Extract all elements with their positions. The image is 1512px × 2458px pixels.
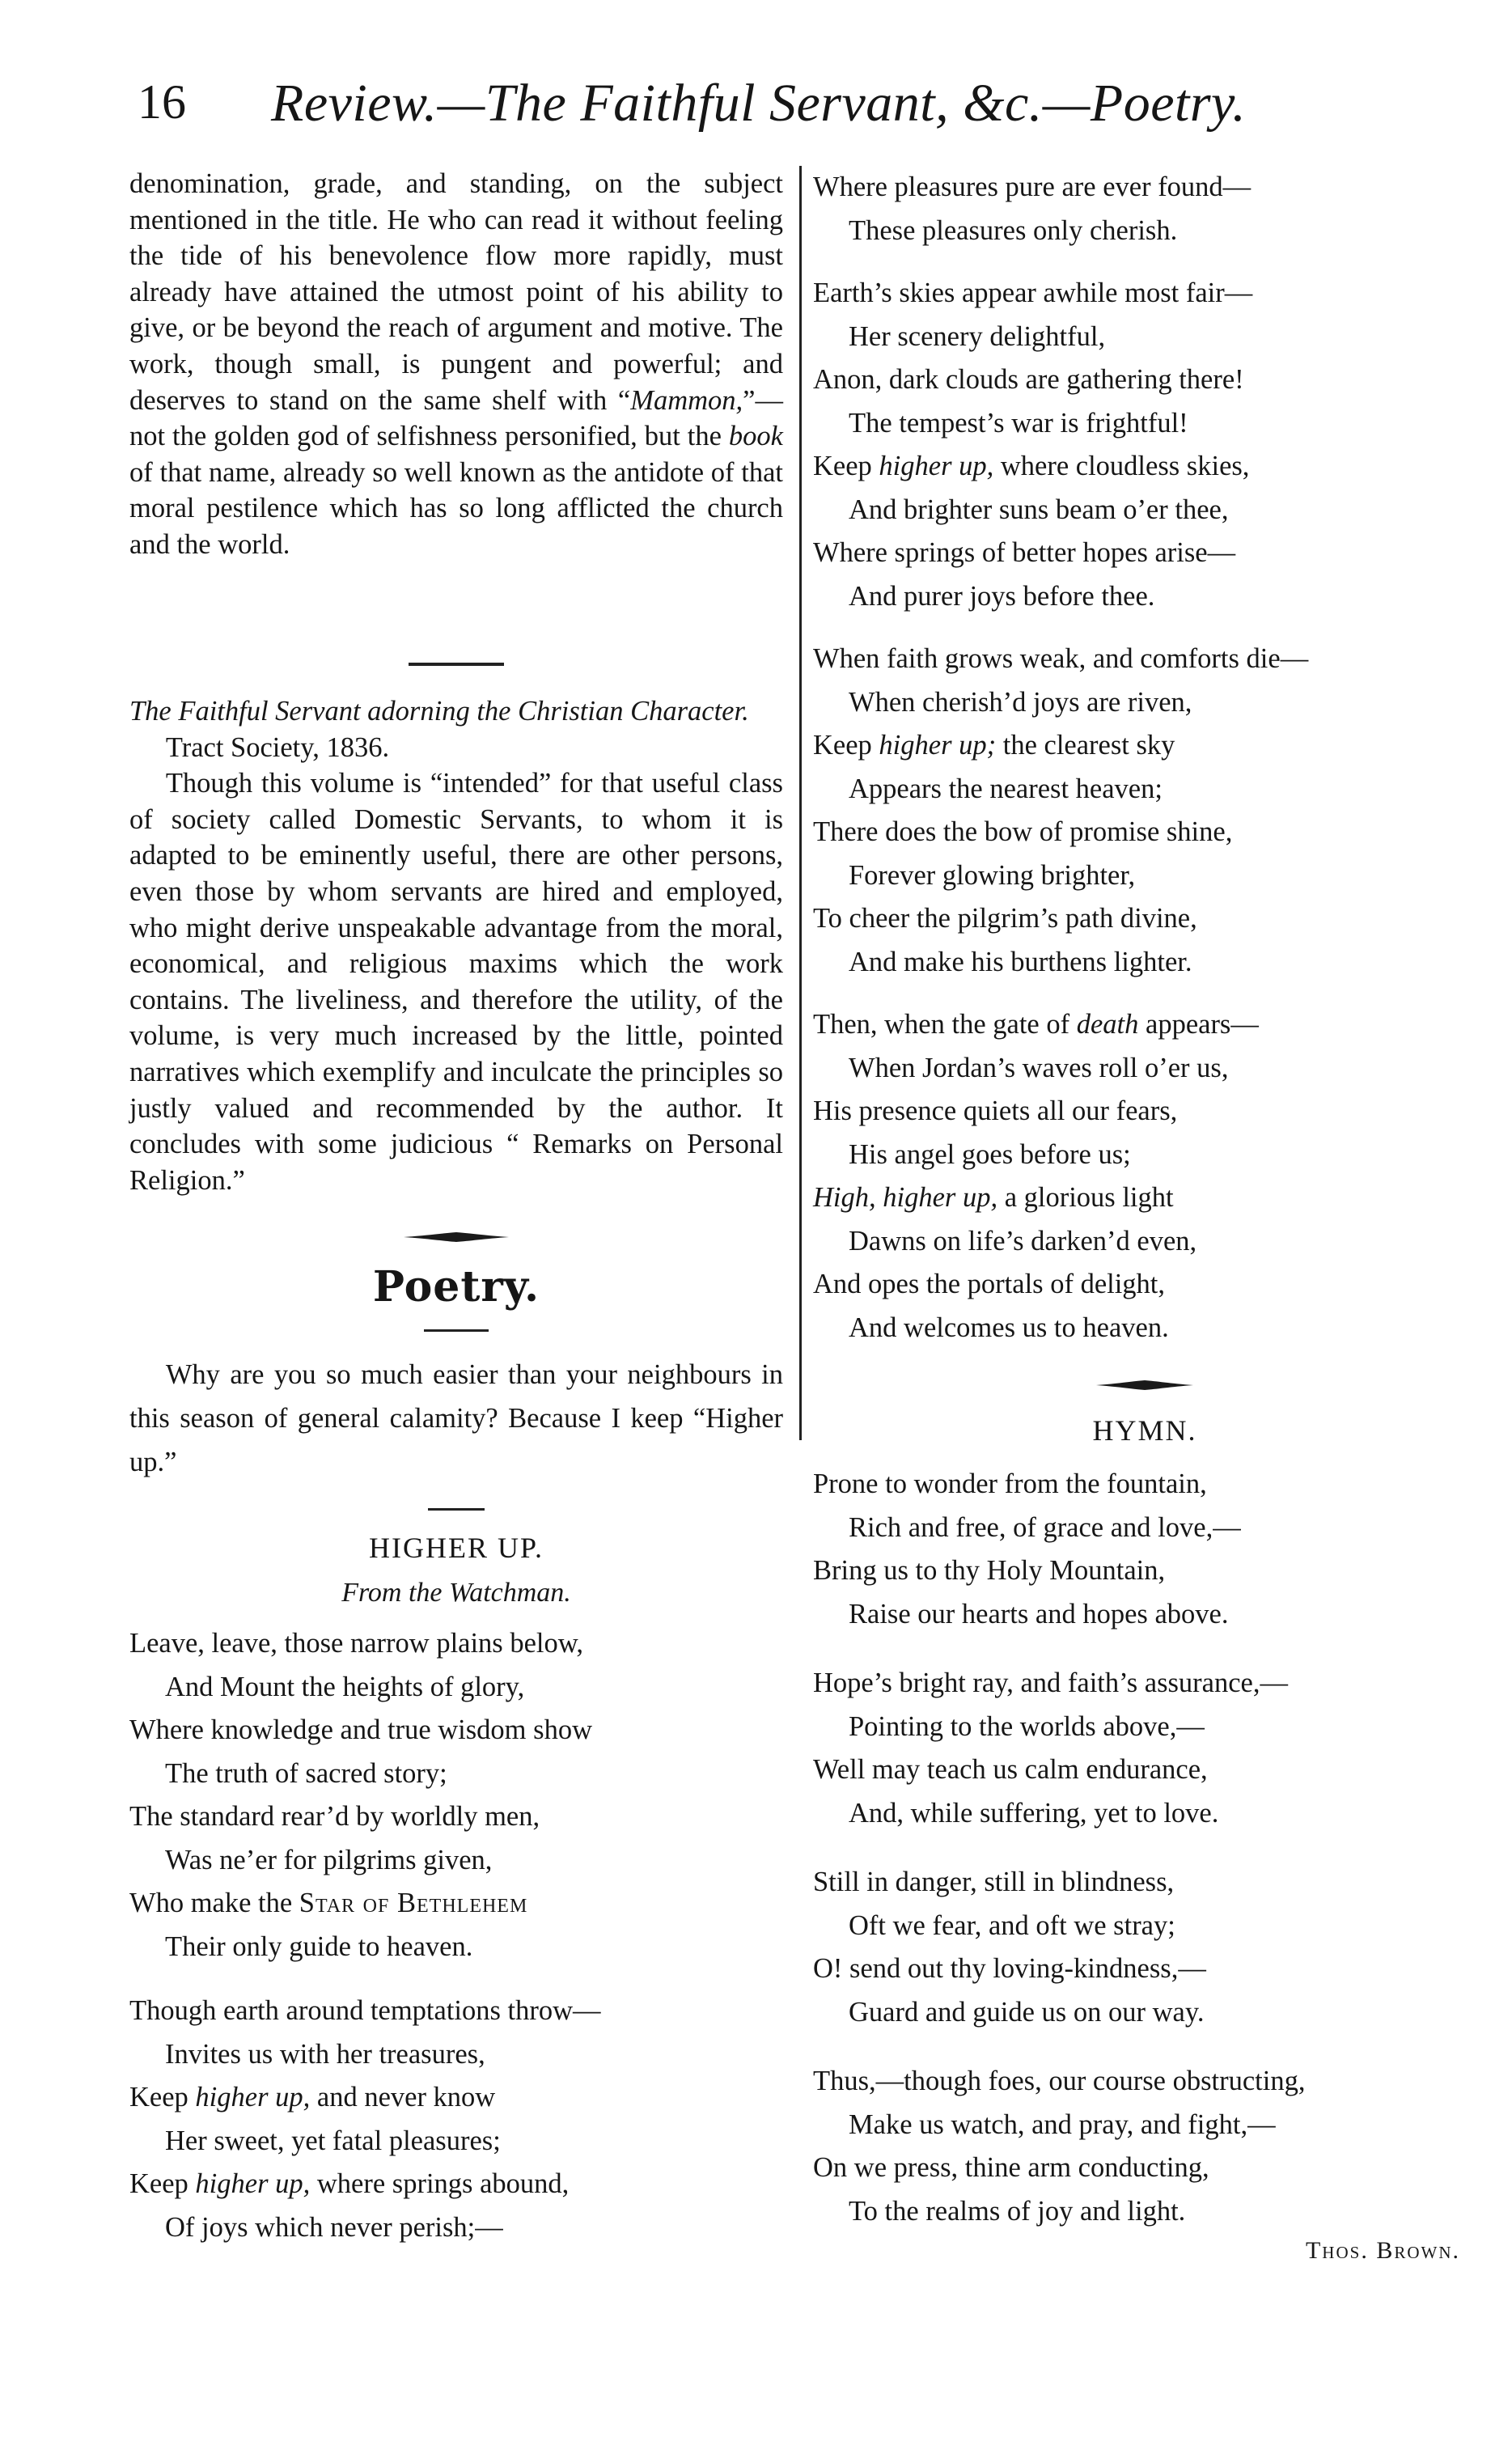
stanza bbox=[813, 1003, 1476, 1350]
verse-line: And brighter suns beam o’er thee, bbox=[849, 494, 1229, 525]
verse-line: And purer joys before thee. bbox=[849, 580, 1155, 612]
left-column bbox=[129, 166, 783, 2249]
verse-line: Was ne’er for pilgrims given, bbox=[165, 1844, 493, 1875]
stanza bbox=[129, 1622, 783, 1969]
page-number: 16 bbox=[138, 75, 186, 129]
verse-line: On we press, thine arm conducting, bbox=[813, 2152, 1209, 2183]
verse-line: Her sweet, yet fatal pleasures; bbox=[165, 2125, 501, 2156]
verse-line: And, while suffering, yet to love. bbox=[849, 1797, 1219, 1829]
verse-line: Rich and free, of grace and love,— bbox=[849, 1511, 1241, 1543]
stanza bbox=[813, 638, 1476, 984]
verse-line: And Mount the heights of glory, bbox=[165, 1671, 525, 1702]
verse-line: His angel goes before us; bbox=[849, 1138, 1131, 1170]
verse-line: Keep higher up, where springs abound, bbox=[129, 2168, 570, 2200]
stanza bbox=[813, 272, 1476, 618]
verse-line: Where knowledge and true wisdom show bbox=[129, 1714, 592, 1746]
verse-line: Invites us with her treasures, bbox=[165, 2038, 485, 2070]
verse-line: When faith grows weak, and comforts die— bbox=[813, 643, 1309, 674]
dialogue-text: Why are you so much easier than your neighbours in this season of general calamity? Because I keep “Higher up.” bbox=[129, 1359, 783, 1478]
verse-line: And opes the portals of delight, bbox=[813, 1269, 1166, 1299]
verse-line: His presence quiets all our fears, bbox=[813, 1096, 1178, 1126]
poetry-heading: Poetry. bbox=[372, 1262, 540, 1312]
right-column bbox=[813, 166, 1476, 2269]
verse-line: Keep higher up, and never know bbox=[129, 2082, 496, 2113]
verse-line: Keep higher up; the clearest sky bbox=[813, 730, 1175, 761]
verse-line: Raise our hearts and hopes above. bbox=[849, 1598, 1229, 1629]
verse-line: Hope’s bright ray, and faith’s assurance,— bbox=[813, 1668, 1288, 1698]
verse-line: To the realms of joy and light. bbox=[849, 2195, 1186, 2227]
verse-line: The tempest’s war is frightful! bbox=[849, 407, 1188, 439]
poem-title: HIGHER UP. bbox=[368, 1532, 544, 1565]
verse-line: Oft we fear, and oft we stray; bbox=[849, 1909, 1175, 1941]
verse-line: And welcomes us to heaven. bbox=[849, 1312, 1169, 1343]
stanza bbox=[813, 1861, 1476, 2034]
verse-line: The standard rear’d by worldly men, bbox=[129, 1801, 540, 1833]
stanza bbox=[129, 1990, 783, 2249]
verse-line: Thus,—though foes, our course obstructing, bbox=[813, 2066, 1306, 2096]
review-title: The Faithful Servant adorning the Christian Character. Tract Society, 1836. bbox=[129, 696, 749, 763]
review-body: Though this volume is “intended” for that useful class of society called Domestic Servants, to whom it is adapted to be eminently useful, there are other persons, even those by whom servants are hired and employed, who might derive unspeakable advantage from the moral, economical, and religious maxims which the work contains. The liveliness, and therefore the utility, of the volume, is very much increased by the little, pointed narratives which exemplify and inculcate the principles so justly valued and recommended by the author. It concludes with some judicious “ Remarks on Personal Religion.” bbox=[129, 768, 783, 1196]
running-head: Review.—The Faithful Servant, &c.—Poetry. bbox=[271, 74, 1247, 133]
verse-line: Where pleasures pure are ever found— bbox=[813, 172, 1252, 202]
verse-line: Earth’s skies appear awhile most fair— bbox=[813, 278, 1253, 308]
verse-line: O! send out thy loving-kindness,— bbox=[813, 1953, 1206, 1984]
stanza bbox=[813, 1662, 1476, 1835]
verse-line: Anon, dark clouds are gathering there! bbox=[813, 364, 1244, 395]
verse-line: Though earth around temptations throw— bbox=[129, 1995, 601, 2027]
verse-line: Where springs of better hopes arise— bbox=[813, 537, 1236, 568]
stanza bbox=[813, 166, 1476, 252]
verse-line: Dawns on life’s darken’d even, bbox=[849, 1225, 1197, 1257]
stanza bbox=[813, 2060, 1476, 2233]
verse-line: When Jordan’s waves roll o’er us, bbox=[849, 1052, 1229, 1083]
verse-line: Keep higher up, where cloudless skies, bbox=[813, 451, 1250, 481]
verse-line: Guard and guide us on our way. bbox=[849, 1996, 1205, 2028]
verse-line: And make his burthens lighter. bbox=[849, 946, 1192, 977]
verse-line: Who make the Star of Bethlehem bbox=[129, 1888, 528, 1919]
verse-line: Appears the nearest heaven; bbox=[849, 773, 1163, 804]
column-divider bbox=[799, 166, 802, 1440]
page-header bbox=[121, 57, 1416, 146]
signature: Thos. Brown. bbox=[1305, 2237, 1460, 2264]
ornament-dash-icon bbox=[404, 1231, 509, 1244]
verse-line: Her scenery delightful, bbox=[849, 320, 1106, 352]
poem-source: From the Watchman. bbox=[341, 1578, 571, 1608]
verse-line: High, higher up, a glorious light bbox=[813, 1182, 1174, 1213]
verse-line: Of joys which never perish;— bbox=[165, 2211, 503, 2243]
verse-line: Well may teach us calm endurance, bbox=[813, 1754, 1208, 1785]
hymn-title: HYMN. bbox=[1092, 1414, 1197, 1447]
verse-line: Then, when the gate of death appears— bbox=[813, 1009, 1259, 1040]
verse-line: The truth of sacred story; bbox=[165, 1757, 447, 1789]
verse-line: To cheer the pilgrim’s path divine, bbox=[813, 903, 1197, 934]
verse-line: Pointing to the worlds above,— bbox=[849, 1710, 1205, 1742]
verse-line: Make us watch, and pray, and fight,— bbox=[849, 2108, 1276, 2140]
verse-line: Forever glowing brighter, bbox=[849, 859, 1136, 891]
verse-line: Still in danger, still in blindness, bbox=[813, 1867, 1175, 1897]
verse-line: Their only guide to heaven. bbox=[165, 1930, 473, 1962]
verse-line: Prone to wonder from the fountain, bbox=[813, 1468, 1207, 1499]
ornament-dash-icon bbox=[1096, 1379, 1193, 1392]
verse-line: These pleasures only cherish. bbox=[849, 214, 1178, 246]
verse-line: Leave, leave, those narrow plains below, bbox=[129, 1628, 584, 1659]
verse-line: When cherish’d joys are riven, bbox=[849, 686, 1192, 718]
verse-line: Bring us to thy Holy Mountain, bbox=[813, 1555, 1166, 1586]
verse-line: There does the bow of promise shine, bbox=[813, 816, 1233, 847]
stanza bbox=[813, 1463, 1476, 1636]
review-continuation: denomination, grade, and standing, on the subject mentioned in the title. He who can read it without feeling the tide of his benevolence flow more rapidly, must already have attained the utmost point of his ability to give, or be beyond the reach of argument and motive. The work, though small, is pungent and powerful; and deserves to stand on the same shelf with “Mammon,”—not the golden god of selfishness personified, but the book of that name, already so well known as the antidote of that moral pestilence which has so long afflicted the church and the world. bbox=[129, 168, 783, 560]
